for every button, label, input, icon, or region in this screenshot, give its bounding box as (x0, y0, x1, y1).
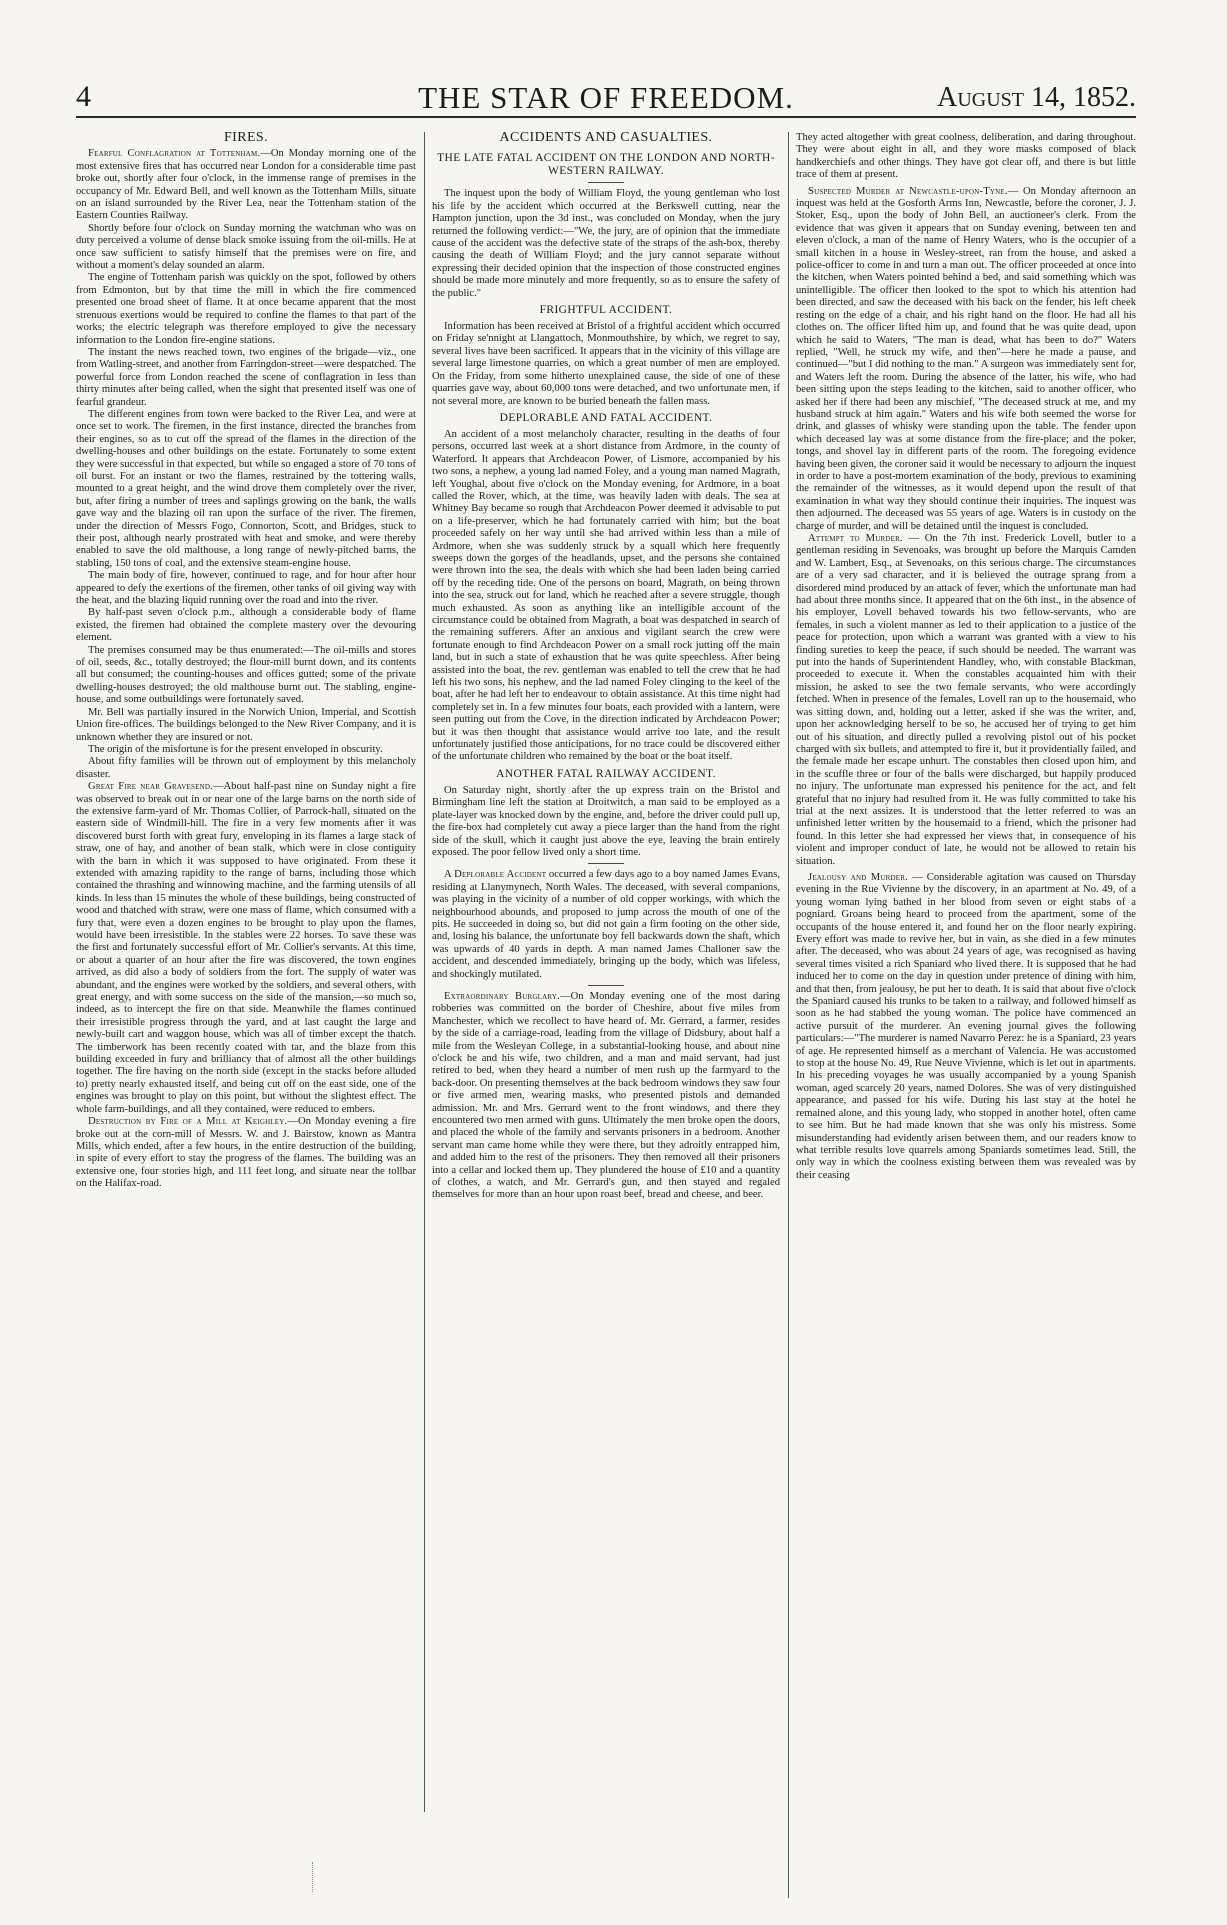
paragraph: On Saturday night, shortly after the up express train on the Bristol and Birmingham line left the station at Droitwitch, a man said to be employed as a plate-layer was knocked down by the engine, and, before the driver could pull up, the fire-box had completely cut away a piece larger than the hand from the right side of the skull, which it caught just above the eye, leaving the brain entirely exposed. The poor fellow lived only a short time. (432, 784, 780, 858)
article-heading: FRIGHTFUL ACCIDENT. (539, 304, 673, 317)
print-mark (312, 1862, 317, 1892)
paragraph: They acted altogether with great coolness, deliberation, and daring throughout. They were about eight in all, and they wore masks composed of black handkerchiefs and other things. They have got clear off, and there is but little trace of them at present. (796, 132, 1136, 181)
article-lead: Attempt to Murder. (808, 533, 903, 544)
article-lead: A Deplorable Accident (444, 869, 547, 881)
article-heading: THE LATE FATAL ACCIDENT ON THE LONDON AND NORTH-WESTERN RAILWAY. (437, 152, 775, 178)
article-keighley-mill-fire (76, 1116, 416, 1190)
paragraph: The origin of the misfortune is for the present enveloped in obscurity. (88, 743, 383, 755)
article-gravesend-fire (76, 781, 416, 1116)
paragraph: The engine of Tottenham parish was quickly on the spot, followed by others from Edmonton, but by that time the mill in which the fire commenced presented one broad sheet of flame. It at once became apparent that the most strenuous exertions would be required to confine the flames to that part of the works; the electric telegraph was therefore employed to give the necessary information to the London fire-engine stations. (76, 272, 416, 346)
paragraph: — Considerable agitation was caused on Thursday evening in the Rue Vivienne by the discovery, in an apartment at No. 49, of a young woman lying bathed in her blood from seven or eight stabs of a pogniard. Groans being heard to proceed from the apartment, some of the occupants of the house entered it, and found her on the floor nearly expiring. Every effort was made to revive her, but in vain, as she died in a few minutes after. The deceased, who was about 24 years of age, was recognised as having several times visited a rich Spaniard who lived there. It is supposed that he had induced her to come on the day in question under pretence of dining with him, and that then, from jealousy, he put her to death. It is said that about five o'clock the Spaniard caused his trunks to be taken to a railway, and followed himself as soon as he had stabbed the young woman. The police have commenced an active pursuit of the murderer. An evening journal gives the following particulars:—"The murderer is named Navarro Perez: he is a Spaniard, 23 years of age. He represented himself as a merchant of Valencia. He was accustomed to stop at the house No. 49, Rue Neuve Vivienne, which is let out in apartments. In his preceding voyages he was usually accompanied by a young Spanish woman, aged scarcely 20 years, named Dolores. She was of very distinguished appearance, and passed for his wife. During his last stay at the hotel he remained alone, and this young lady, who stopped in another hotel, often came to see him. But he had made known that she was only his mistress. Some misunderstanding had evidently arisen between them, and our readers know to what terrible results love quarrels among Spaniards sometimes lead. Still, the only way in which the coolness existing between them was revealed was by their ceasing (796, 871, 1136, 1181)
paragraph: — On Monday afternoon an inquest was held at the Gosforth Arms Inn, Newcastle, before the coroner, J. J. Stoker, Esq., upon the body of John Bell, an auctioneer's clerk. From the evidence that was given it appears that on Sunday evening, between ten and eleven o'clock, a man of the name of Henry Waters, who is the occupier of a small kitchen in a house in Wesley-street, ran from the house, and asked a police-officer to come in and turn a man out. The officer proceeded at once into the kitchen, when Waters pointed behind a bed, and said something which was unintelligible. The officer then looked to the spot to which his attention had been directed, and saw the deceased with his back on the fender, his left cheek resting on the edge of a chair, and his right hand on the floor. He had all his clothes on. The officer lifted him up, and found that he was quite dead, upon which he said to Waters, "The man is dead, what has been to do?" Waters replied, "Well, he struck my wife, and then"—here he made a pause, and continued—"but I did nothing to the man." A surgeon was immediately sent for, and Waters left the room. During the absence of the latter, his wife, who had been sitting upon the steps leading to the kitchen, said to another officer, who asked her if there had been any mischief, "The deceased struck at me, and my husband struck at him again." Waters and his wife both seemed the worse for drink, and glasses of whisky were standing upon the table. The fender upon which deceased lay was at some distance from the fire-place; and the poker, tongs, and shovel lay in different parts of the room. The foregoing evidence having been given, the coroner said it would be necessary to adjourn the inquest in order to have a post-mortem examination of the body, previous to examining the remainder of the witnesses, as it would depend upon the result of that examination in what way they should continue their inquiries. The inquest was then adjourned. The deceased was 55 years of age. Waters is in custody on the charge of murder, and will be detained until the inquest is concluded. (796, 185, 1136, 532)
paragraph: —On Monday evening a fire broke out at the corn-mill of Messrs. W. and J. Bairstow, known as Mantra Mills, which ended, after a few hours, in the entire destruction of the building, in spite of every effort to stay the progress of the flames. The building was an extensive one, four stories high, and 111 feet long, and situate near the tollbar on the Halifax-road. (76, 1116, 416, 1190)
article-heading: ANOTHER FATAL RAILWAY ACCIDENT. (496, 767, 716, 780)
divider (588, 863, 624, 864)
section-heading-accidents: ACCIDENTS AND CASUALTIES. (499, 132, 713, 145)
paragraph: —About half-past nine on Sunday night a fire was observed to break out in or near one of the large barns on the north side of the extensive farm-yard of Mr. Thomas Collier, of Parrock-hall, situated on the eastern side of Windmill-hill. The fire in a very few moments after it was discovered burst forth with great fury, enveloping in its flames a large stack of straw, one of hay, and another of bean stalk, which were in close contiguity with the barn in which it was supposed to have originated. From these it extended with amazing rapidity to the range of barns, including those which contained the thrashing and winnowing machine, and the farming utensils of all kinds. In less than 15 minutes the whole of these buildings, being constructed of wood and thatched with straw, were one mass of flame, which consumed with a fury that, were even a dozen engines to be brought to play upon the flames, would have been irresistible. In the stables were 22 horses. To save these was the first and fortunately successful effort of Mr. Collier's servants. At this time, or about a quarter of an hour after the fire was discovered, the town engines arrived, as did also a body of soldiers from the fort. The supply of water was abundant, and the engines were worked by the soldiers, and several others, with great energy, and with some success on the side of the mansion,—so much so, indeed, as to intercept the fire on that side. Meanwhile the flames continued their irresistible progress through the yard, and at last caught the large and newly-built cart and waggon house, which was all of timber except the thatch. The timberwork has been recently coated with tar, and the blaze from this building exceeded in fury and brilliancy that of almost all the other buildings together. The fire having on the north side (except in the stacks before alluded to) pretty nearly exhausted itself, and being cut off on the east side, one of the engines was brought to play on this point, but without the slightest effect. The whole farm-buildings, and all they contained, were reduced to embers. (76, 781, 416, 1115)
paragraph: The inquest upon the body of William Floyd, the young gentleman who lost his life by the accident which occurred at the Berkswell cutting, near the Hampton junction, upon the 3d inst., was concluded on Monday, when the jury returned the following verdict:—"We, the jury, are of opinion that the immediate cause of the accident was the defective state of the straps of the ash-box, thereby causing the death of William Floyd; and the jury cannot separate without expressing their decided opinion that the inspection of those constructed engines should be made more minutely and more frequently, so as to ensure the safety of the public." (432, 188, 780, 299)
article-tottenham-fire (76, 148, 416, 781)
article-heading: DEPLORABLE AND FATAL ACCIDENT. (499, 411, 713, 424)
article-lead: Destruction by Fire of a Mill at Keighley. (88, 1116, 288, 1128)
paragraph: Information has been received at Bristol of a frightful accident which occurred on Friday se'nnight at Llangattoch, Monmouthshire, by which, we regret to say, several lives have been sacrificed. It appears that in the vicinity of this village are several large limestone quarries, on which a great number of men are employed. On the Friday, from some hitherto unexplained cause, the side of one of these quarries gave way, about 60,000 tons were detached, and two unfortunate men, if not several more, are known to be buried beneath the fallen mass. (432, 321, 780, 407)
paragraph: By half-past seven o'clock p.m., although a considerable body of flame existed, the firemen had obtained the complete mastery over the devouring element. (76, 607, 416, 644)
page-number: 4 (76, 80, 91, 113)
article-lead: Fearful Conflagration at Tottenham. (88, 148, 261, 160)
paragraph: The instant the news reached town, two engines of the brigade—viz., one from Watling-street, and another from Farringdon-street—were despatched. The powerful force from London reached the scene of conflagration in less than thirty minutes after being called, when the sight that presented itself was one of fearful grandeur. (76, 346, 416, 408)
divider (588, 182, 624, 183)
article-lead: Jealousy and Murder. (808, 871, 908, 883)
column-2 (432, 132, 780, 1898)
column-1 (76, 132, 416, 1887)
issue-date: August 14, 1852. (937, 82, 1136, 113)
paragraph: —On Monday morning one of the most extensive fires that has occurred near London for a considerable time past broke out, shortly after four o'clock, in the immense range of premises in the occupancy of Mr. Edward Bell, and well known as the Tottenham Mills, situate on an island surrounded by the River Lea, near the Tottenham station of the Eastern Counties Railway. (76, 148, 416, 222)
section-heading-fires: FIRES. (223, 132, 269, 145)
column-rule-1 (424, 132, 425, 1812)
paragraph: The main body of fire, however, continued to rage, and for hour after hour appeared to defy the exertions of the firemen, other tanks of oil giving way with the heat, and the blazing liquid running over the road and into the river. (76, 570, 416, 607)
paragraph: — On the 7th inst. Frederick Lovell, butler to a gentleman residing in Sevenoaks, was brought up before the Marquis Camden and W. Lambert, Esq., at Sevenoaks, on this serious charge. The circumstances are of a very sad character, and it is believed the outrage sprang from a disordered mind produced by an attack of fever, which the unfortunate man had had about three months since. It appeared that on the 6th inst., in the absence of his employer, Lovell behaved towards his two fellow-servants, who are females, in such a violent manner as led to their application to a justice of the peace for protection, upon which a warrant was granted with a view to his finding sureties to keep the peace, if such should be needed. The warrant was put into the hands of Superintendent Handley, who, with constable Blackman, proceeded to execute it. When the constables acquainted him with their mission, he asked to see the two female servants, who were accordingly fetched. When in presence of the females, Lovell ran up to the housemaid, who was sitting down, and, holding out a letter, asked if she was the writer, and, upon her acknowledging herself to be so, he accused her of trying to get him out of his situation, and directly pulled a revolving pistol out of his pocket charged with six bullets, and attempted to fire it, but it providentially failed, and the female made her escape unhurt. The constables then closed upon him, and in the scuffle three or four of the balls were discharged, but happily produced no injury. The unfortunate man expressed his penitence for the act, and felt grateful that no injury had resulted from it. He was fully committed to take his trial at the next assizes. It is understood that the letter referred to was an unfinished letter written by the housemaid to a friend, which the prisoner had found. In this letter she had expressed her views that, in consequence of his violent and improper conduct of late, he would not be allowed to retain his situation. (796, 533, 1136, 867)
article-lead: Extraordinary Burglary. (444, 990, 560, 1002)
article-lead: Great Fire near Gravesend. (88, 781, 213, 793)
newspaper-title: THE STAR OF FREEDOM. (418, 80, 794, 115)
paragraph: occurred a few days ago to a boy named James Evans, residing at Llanymynech, North Wales. The deceased, with several companions, was playing in the vicinity of a number of old copper workings, with which the neighbourhood abounds, and proposed to jump across the mouth of one of the pits. He succeeded in doing so, but did not gain a firm footing on the other side, and, losing his balance, the unfortunate boy fell backwards down the shaft, which was upwards of 40 yards in depth. A man named James Challoner saw the accident, and descended immediately, bringing up the body, which was lifeless, and shockingly mutilated. (432, 869, 780, 980)
column-3 (796, 132, 1136, 1898)
column-rule-2 (788, 132, 789, 1898)
paragraph: Shortly before four o'clock on Sunday morning the watchman who was on duty perceived a volume of dense black smoke issuing from the oil-mills. He at once saw sufficient to satisfy himself that the premises were on fire, and without a moment's delay sounded an alarm. (76, 222, 416, 272)
paragraph: The premises consumed may be thus enumerated:—The oil-mills and stores of oil, seeds, &c., totally destroyed; the flour-mill burnt down, and its contents all but consumed; the counting-houses and offices gutted; some of the private dwelling-houses destroyed; the old malthouse burnt out. The stabling, engine-house, and some outbuildings were fortunately saved. (76, 644, 416, 706)
paragraph: The different engines from town were backed to the River Lea, and were at once set to work. The firemen, in the first instance, directed the branches from their engines, so as to cut off the spread of the flames in the direction of the dwelling-houses and other buildings on the estate. Fortunately to some extent they were successful in that expected, but while so engaged a store of 70 tons of oil burst. For an instant or two the flames, restrained by the tottering walls, mounted to a great height, and the wind drove them completely over the river, but, after firing a number of trees and saplings growing on the bank, the walls gave way and the blazing oil ran upon the surface of the river. The firemen, under the direction of Messrs Fogo, Connorton, Scott, and Bridges, stuck to their post, although nearly prostrated with heat and smoke, and were thereby enabled to save the old malthouse, a long range of newly-pitched barns, the stabling, 150 tons of coal, and the extensive steam-engine house. (76, 408, 416, 569)
paragraph: —On Monday evening one of the most daring robberies was committed on the border of Cheshire, about five miles from Manchester, which we recollect to have heard of. Mr. Gerrard, a farmer, resides by the side of a carriage-road, leading from the village of Didsbury, about half a mile from the Wesleyan College, in a substantial-looking house, and about nine o'clock he and his wife, two children, and a man and maid servant, had just retired to bed, when they heard a number of men rush up the farmyard to the back-door. On presenting themselves at the back bedroom windows they saw four or five armed men, wearing masks, who presented pistols and demanded admission. Mr. and Mrs. Gerrard went to the front windows, and there they encountered two men armed with guns. Ultimately the men broke open the doors, and placed the whole of the family and servants prisoners in a bedroom. Another servant man came home while they were there, but they adroitly entrapped him, and added him to the rest of the prisoners. They then removed all their prisoners into a cellar and locked them up. They plundered the house of £10 and a quantity of clothes, a watch, and Mr. Gerrard's gun, and then stayed and regaled themselves for more than an hour upon roast beef, bread and cheese, and beer. (432, 990, 780, 1201)
paragraph: Mr. Bell was partially insured in the Norwich Union, Imperial, and Scottish Union fire-offices. The buildings belonged to the New River Company, and it is unknown whether they are insured or not. (76, 706, 416, 743)
divider (588, 985, 624, 986)
paragraph: About fifty families will be thrown out of employment by this melancholy disaster. (76, 756, 416, 780)
article-lead: Suspected Murder at Newcastle-upon-Tyne. (808, 185, 1008, 197)
masthead (76, 80, 1136, 118)
paragraph: An accident of a most melancholy character, resulting in the deaths of four persons, occurred last week at a short distance from Ardmore, in the county of Waterford. It appears that Archdeacon Power, of Lismore, accompanied by his two sons, a nephew, a young lad named Foley, and a young man named Magrath, left Youghal, about five o'clock on the Monday evening, for Ardmore, in a boat called the Rover, which, at the time, was heavily laden with deals. The sea at Whitney Bay became so rough that Archdeacon Power deemed it advisable to put on a life-preserver, which he had fortunately carried with him; but the boat proceeded safely on her way until she had arrived within less than a mile of Ardmore, when she was suddenly struck by a squall which here frequently sweeps down the gorges of the headlands, upset, and the persons she contained were thrown into the sea, the deals with which she had been laden being carried off by the receding tide. One of the persons on board, Magrath, on being thrown into the sea, struck out for land, which he reached after a severe struggle, though much exhausted. As soon as anything like an intelligible account of the circumstance could be obtained from Magrath, a boat was despatched in search of the remaining sufferers. After an anxious and vigilant search the crew were fortunate enough to find Archdeacon Power on a small rock jutting off the main land, but in such a state of exhaustion that he was quite speechless. After being assisted into the boat, the rev. gentleman was enabled to tell the crew that he had left his two sons, his nephew, and the lad named Foley clinging to the keel of the boat, after he had left her to endeavour to obtain assistance. At this time night had completely set in. In a few minutes four boats, each provided with a lantern, were seen putting out from the Cove, in the direction indicated by Archdeacon Power; but it was then thought that assistance would arrive too late, and the result unfortunately justified those anticipations, for no trace could be discovered either of the unfortunate children who remained by the boat or the boat itself. (432, 428, 780, 763)
